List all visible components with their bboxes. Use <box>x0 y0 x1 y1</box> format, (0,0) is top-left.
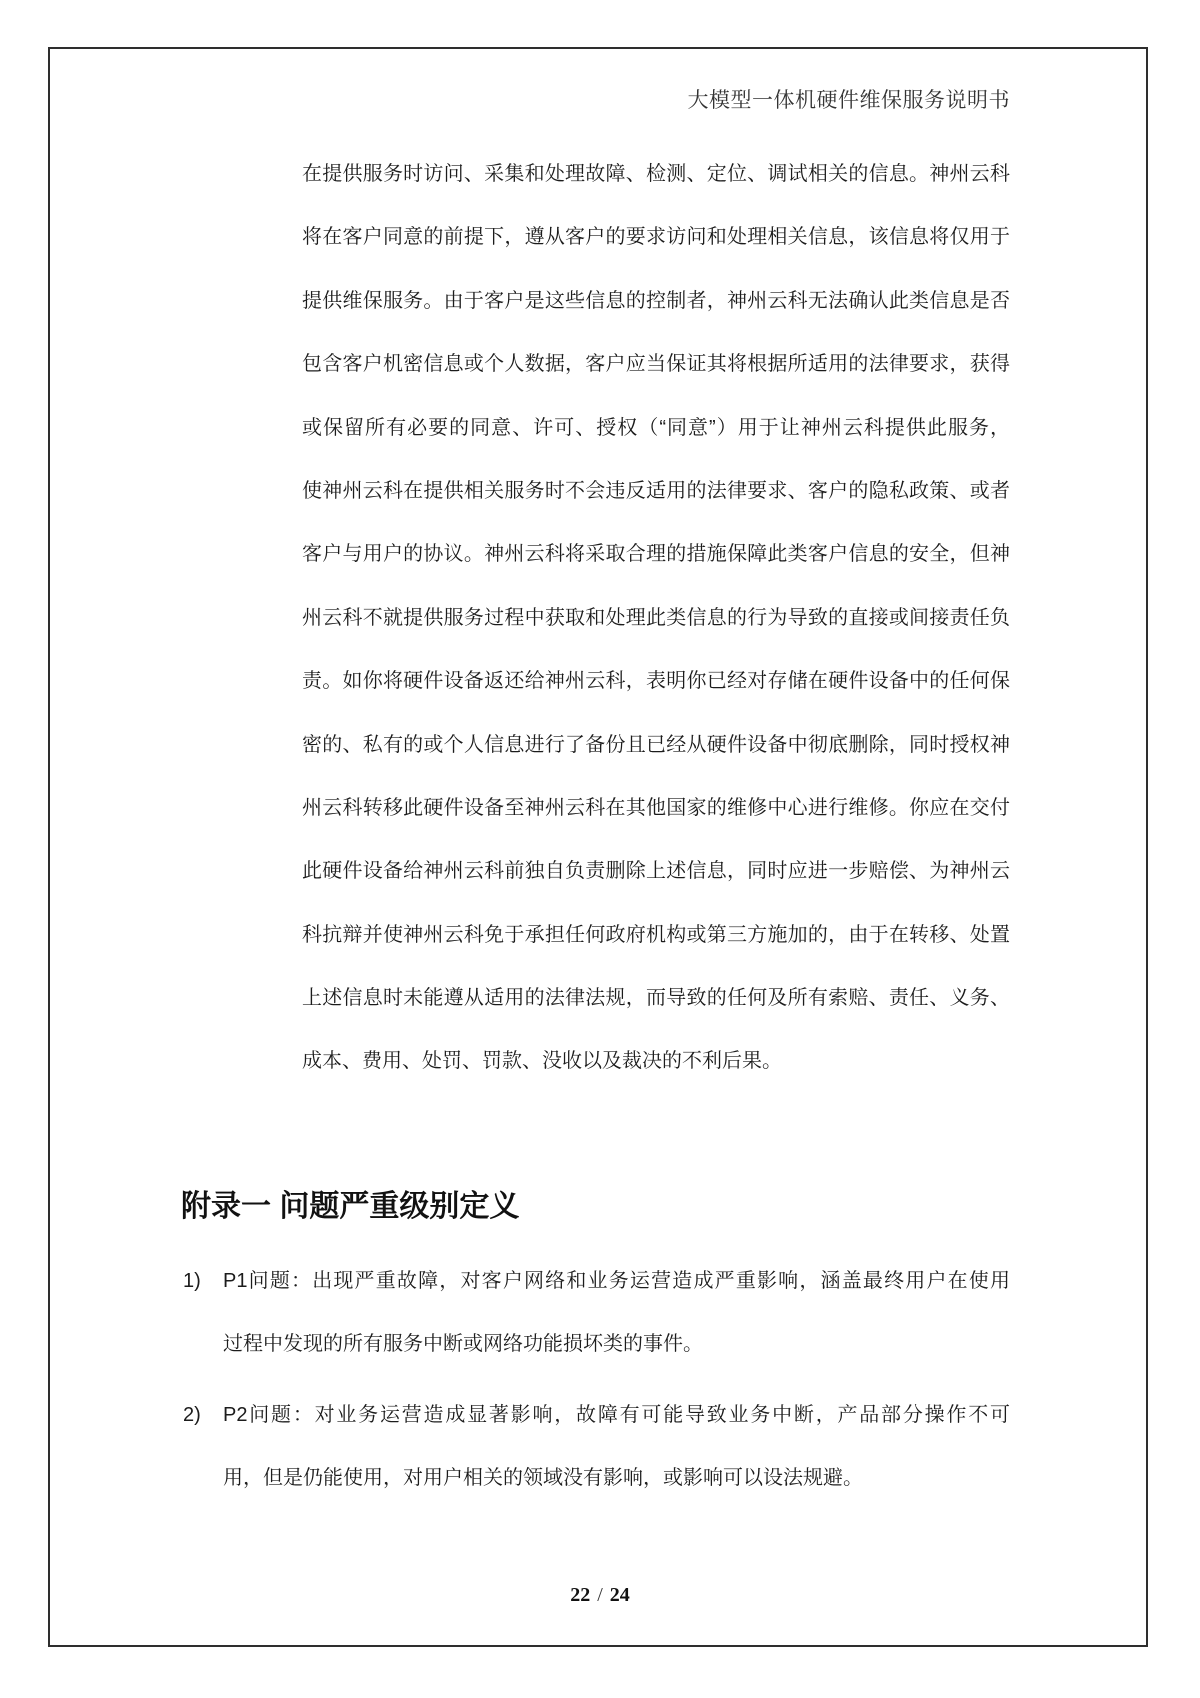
paragraph-line: 或保留所有必要的同意、许可、授权（“同意”）用于让神州云科提供此服务， <box>302 416 1010 439</box>
paragraph-line: 包含客户机密信息或个人数据，客户应当保证其将根据所适用的法律要求，获得 <box>302 353 1010 376</box>
paragraph-line: 将在客户同意的前提下，遵从客户的要求访问和处理相关信息，该信息将仅用于 <box>302 226 1010 249</box>
paragraph-line: 责。如你将硬件设备返还给神州云科，表明你已经对存储在硬件设备中的任何保 <box>302 670 1010 693</box>
list-item-text <box>223 1384 1010 1511</box>
paragraph-line: 州云科转移此硬件设备至神州云科在其他国家的维修中心进行维修。你应在交付 <box>302 796 1010 819</box>
list-item-line: 过程中发现的所有服务中断或网络功能损坏类的事件。 <box>223 1333 703 1356</box>
paragraph-line: 上述信息时未能遵从适用的法律法规，而导致的任何及所有索赔、责任、义务、 <box>302 987 1010 1010</box>
current-page-number: 22 <box>570 1584 591 1606</box>
document-header-title: 大模型一体机硬件维保服务说明书 <box>687 88 1010 112</box>
paragraph-line: 州云科不就提供服务过程中获取和处理此类信息的行为导致的直接或间接责任负 <box>302 606 1010 629</box>
paragraph-line: 提供维保服务。由于客户是这些信息的控制者，神州云科无法确认此类信息是否 <box>302 289 1010 312</box>
list-item-line: 用，但是仍能使用，对用户相关的领域没有影响，或影响可以设法规避。 <box>223 1467 863 1490</box>
paragraph-line: 此硬件设备给神州云科前独自负责删除上述信息，同时应进一步赔偿、为神州云 <box>302 860 1010 883</box>
paragraph-line: 科抗辩并使神州云科免于承担任何政府机构或第三方施加的，由于在转移、处置 <box>302 923 1010 946</box>
paragraph-line: 成本、费用、处罚、罚款、没收以及裁决的不利后果。 <box>302 1050 782 1073</box>
paragraph-line: 客户与用户的协议。神州云科将采取合理的措施保障此类客户信息的安全，但神 <box>302 543 1010 566</box>
list-item-line: P1问题：出现严重故障，对客户网络和业务运营造成严重影响，涵盖最终用户在使用 <box>223 1270 1010 1292</box>
paragraph-line: 在提供服务时访问、采集和处理故障、检测、定位、调试相关的信息。神州云科 <box>302 163 1010 185</box>
appendix-heading: 附录一 问题严重级别定义 <box>181 1190 520 1223</box>
list-marker: 2) <box>183 1404 201 1426</box>
paragraph-line: 使神州云科在提供相关服务时不会违反适用的法律要求、客户的隐私政策、或者 <box>302 479 1010 502</box>
list-item-text <box>223 1250 1010 1377</box>
page-number-separator: / <box>597 1584 603 1606</box>
list-marker: 1) <box>183 1270 201 1292</box>
total-page-count: 24 <box>609 1584 630 1606</box>
list-item-line: P2问题：对业务运营造成显著影响，故障有可能导致业务中断，产品部分操作不可 <box>223 1404 1010 1426</box>
severity-list-item-p2 <box>183 1384 1010 1511</box>
severity-list-item-p1 <box>183 1250 1010 1377</box>
privacy-paragraph <box>302 143 1010 1094</box>
paragraph-line: 密的、私有的或个人信息进行了备份且已经从硬件设备中彻底删除，同时授权神 <box>302 733 1010 756</box>
page-number-footer <box>0 1584 1200 1607</box>
